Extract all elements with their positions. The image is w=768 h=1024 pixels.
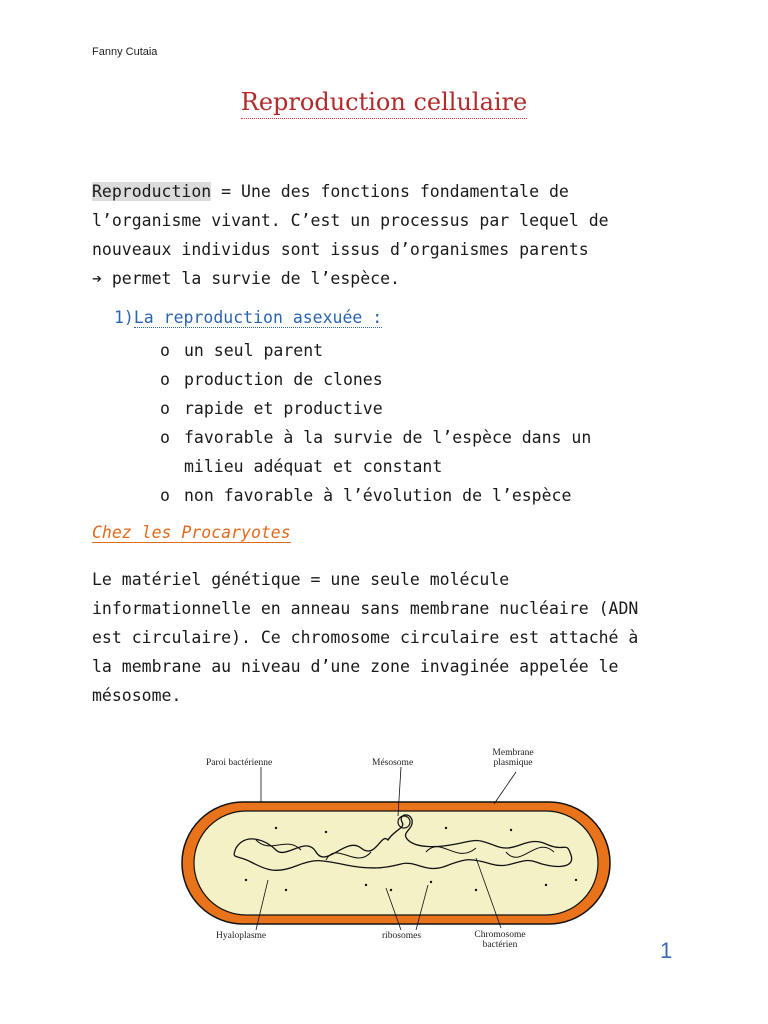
list-item-text: production de clones xyxy=(184,370,383,389)
label-hyaloplasme: Hyaloplasme xyxy=(216,931,267,941)
body-line-5: mésosome. xyxy=(92,686,182,705)
bacterium-illustration xyxy=(176,740,616,960)
term-reproduction: Reproduction xyxy=(92,182,212,201)
label-mesosome: Mésosome xyxy=(372,758,414,768)
intro-line-1-rest: = Une des fonctions fondamentale de xyxy=(211,182,569,201)
label-ribosomes: ribosomes xyxy=(382,931,422,941)
subsection-heading-text: Chez les Procaryotes xyxy=(92,523,291,542)
intro-line-4-text: permet la survie de l’espèce. xyxy=(101,269,400,288)
label-membrane xyxy=(482,748,544,768)
bullet-circle-icon: o xyxy=(160,399,170,418)
intro-line-2: l’organisme vivant. C’est un processus par lequel de xyxy=(92,211,609,230)
list-item-text: favorable à la survie de l’espèce dans un milieu adéquat et constant xyxy=(184,428,592,476)
intro-line-4 xyxy=(92,264,682,293)
label-chromosome xyxy=(462,930,538,950)
header-author: Fanny Cutaia xyxy=(92,46,158,58)
list-item-text: rapide et productive xyxy=(184,399,383,418)
label-chromosome-line-2: bactérien xyxy=(482,940,518,950)
body-line-4: la membrane au niveau d’une zone invaginée appelée le xyxy=(92,657,619,676)
bullet-circle-icon: o xyxy=(160,486,170,505)
bacterium-diagram xyxy=(176,740,616,960)
bullet-circle-icon: o xyxy=(160,370,170,389)
intro-line-1 xyxy=(92,177,682,206)
label-chromosome-line-1: Chromosome xyxy=(474,930,526,940)
page-title xyxy=(0,88,768,116)
bullet-circle-icon: o xyxy=(160,428,170,447)
body-line-1: Le matériel génétique = une seule molécule xyxy=(92,570,510,589)
list-item xyxy=(160,481,660,510)
section-1-heading xyxy=(114,308,382,327)
bullet-list xyxy=(160,336,660,510)
list-item xyxy=(160,336,660,365)
intro-line-3: nouveaux individus sont issus d’organismes parents xyxy=(92,240,589,259)
intro-paragraph xyxy=(92,177,682,293)
label-paroi: Paroi bactérienne xyxy=(206,758,273,768)
section-1-title: La reproduction asexuée : xyxy=(133,308,383,327)
label-membrane-line-2: plasmique xyxy=(493,758,533,768)
label-membrane-line-1: Membrane xyxy=(492,748,534,758)
list-item-text: non favorable à l’évolution de l’espèce xyxy=(184,486,572,505)
page-title-text: Reproduction cellulaire xyxy=(241,88,527,119)
page-number: 1 xyxy=(660,938,673,963)
bullet-circle-icon: o xyxy=(160,341,170,360)
list-item xyxy=(160,394,660,423)
subsection-heading xyxy=(92,523,291,542)
body-line-2: informationnelle en anneau sans membrane nucléaire (ADN xyxy=(92,599,639,618)
list-item xyxy=(160,365,660,394)
list-item-text: un seul parent xyxy=(184,341,324,360)
body-line-3: est circulaire). Ce chromosome circulaire est attaché à xyxy=(92,628,639,647)
section-1-number: 1) xyxy=(114,308,134,327)
body-paragraph xyxy=(92,565,682,710)
arrow-right-icon: ➔ xyxy=(92,269,102,288)
list-item xyxy=(160,423,660,481)
